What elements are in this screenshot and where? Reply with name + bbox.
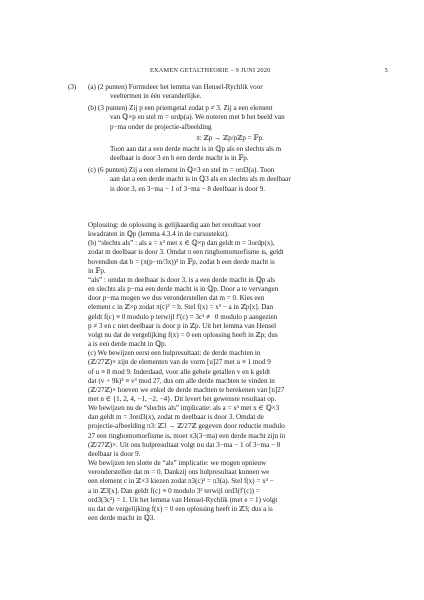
page-header bbox=[150, 67, 388, 74]
projection-formula: π: ℤp → ℤp/pℤp = 𝔽p. bbox=[196, 133, 264, 142]
solution-line: Oplossing: de oplossing is gelijkaardig aan het resultaat voor bbox=[88, 221, 261, 229]
solution-line: of u ≡ 8 mod 9. Inderdaad, voor alle gehele getallen v en k geldt bbox=[88, 367, 271, 376]
page-number: 5 bbox=[384, 67, 388, 74]
solution bbox=[88, 221, 372, 523]
question-number: (3) bbox=[68, 83, 77, 91]
solution-line: a is een derde macht in ℚp. bbox=[88, 340, 167, 349]
solution-line: (ℤ/27ℤ)× hoeven we enkel de derde machten te berekenen van [n]27 bbox=[88, 385, 285, 394]
solution-line: in 𝔽p. bbox=[88, 266, 106, 275]
solution-line: dat (v + 9k)³ ≡ v³ mod 27, dus om alle derde machten te vinden in bbox=[88, 376, 275, 385]
solution-line: een derde macht in ℚ3. bbox=[88, 514, 156, 522]
part-a-line: (a) (2 punten) Formuleer het lemma van Hensel-Rychlik voor bbox=[88, 83, 263, 91]
solution-line: We bewijzen nu de “slechts als” implicatie: als a = x³ met x ∈ ℚ×3 bbox=[88, 404, 280, 413]
solution-line: volgt nu dat de vergelijking f(x) = 0 een oplossing heeft in ℤp; dus bbox=[88, 330, 278, 339]
solution-line: bovendien dat b = (π(p−m/3x))³ in 𝔽p, zodat b een derde macht is bbox=[88, 257, 275, 266]
part-c-line: (c) (6 punten) Zij a een element in ℚ×3 en stel m = ord3(a). Toon bbox=[88, 166, 275, 175]
solution-line: een element c in ℤ×3 kiezen zodat π3(c)³ = π3(a). Stel f(x) = x³ − bbox=[88, 477, 274, 486]
solution-line: (ℤ/27ℤ)× zijn de elementen van de vorm [u]27 met u ≡ 1 mod 9 bbox=[88, 358, 271, 367]
solution-line: (c) We bewijzen eerst een hulpresultaat: de derde machten in bbox=[88, 349, 261, 358]
header-title: EXAMEN GETALTHEORIE – 9 JUNI 2020 bbox=[150, 67, 271, 74]
part-b-line: deelbaar is door 3 en b een derde macht is in 𝔽p. bbox=[110, 154, 249, 163]
solution-line: We bewijzen ten slotte de “als” implicatie: we mogen opnieuw bbox=[88, 459, 267, 468]
solution-line: a in ℤ3[x]. Dan geldt f(c) ≡ 0 modulo 3³ terwijl ord3(f′(c)) = bbox=[88, 486, 260, 495]
solution-line: met n ∈ {1, 2, 4, −1, −2, −4}. Dit levert het gewenste resultaat op. bbox=[88, 394, 277, 403]
part-b-line: Toon aan dat a een derde macht is in ℚp als en slechts als m bbox=[110, 144, 282, 153]
part-b-line: van ℚ×p en stel m = ordp(a). We noteren met b het beeld van bbox=[110, 113, 285, 122]
solution-line: zodat m deelbaar is door 3. Omdat π een ringhomomorfisme is, geldt bbox=[88, 248, 284, 257]
solution-line: veronderstellen dat m = 0. Dankzij ons hulpresultaat kunnen we bbox=[88, 468, 270, 477]
solution-line: ord3(3c²) = 1. Uit het lemma van Hensel-Rychlik (met e = 1) volgt bbox=[88, 495, 278, 504]
part-c-line: aan dat a een derde macht is in ℚ3 als en slechts als m deelbaar bbox=[110, 175, 291, 184]
solution-line: deelbaar is door 9. bbox=[88, 449, 141, 458]
question-3 bbox=[68, 83, 372, 194]
solution-line: “als” : omdat m deelbaar is door 3, is a een derde macht in ℚp als bbox=[88, 275, 276, 284]
solution-line: (ℤ/27ℤ)×. Uit ons hulpresultaat volgt nu dat 3−ma − 1 of 3−ma − 8 bbox=[88, 440, 281, 449]
solution-line: en slechts als p−ma een derde macht is in ℚp. Door a te vervangen bbox=[88, 285, 279, 294]
part-c-line: is door 3, en 3−ma − 1 of 3−ma − 8 deelbaar is door 9. bbox=[110, 184, 266, 193]
solution-line: (b) “slechts als” : als a = x³ met x ∈ ℚ×p dan geldt m = 3ordp(x), bbox=[88, 239, 275, 248]
solution-line: element c in ℤ×p zodat π(c)³ = b. Stel f(x) = x³ − a in ℤp[x]. Dan bbox=[88, 303, 274, 312]
solution-line: nu dat de vergelijking f(x) = 0 een oplossing heeft in ℤ3; dus a is bbox=[88, 504, 273, 513]
solution-line: geldt f(c) ≡ 0 modulo p terwijl f′(c) = 3c² ≢ 0 modulo p aangezien bbox=[88, 312, 278, 321]
part-b-line: p−ma onder de projectie-afbeelding bbox=[110, 122, 212, 131]
part-a-line: veeltermen in één veranderlijke. bbox=[110, 92, 202, 101]
solution-line: dan geldt m = 3ord3(x), zodat m deelbaar is door 3. Omdat de bbox=[88, 413, 264, 422]
solution-line: projectie-afbeelding π3: ℤ3 → ℤ/27ℤ gegeven door reductie modulo bbox=[88, 422, 285, 431]
solution-line: 27 een ringhomomorfisme is, moet π3(3−ma) een derde macht zijn in bbox=[88, 431, 286, 440]
solution-line: door p−ma mogen we dus veronderstellen dat m = 0. Kies een bbox=[88, 294, 265, 303]
solution-line: kwadraten in ℚp (lemma 4.3.4 in de cursustekst). bbox=[88, 230, 229, 239]
part-b-line: (b) (3 punten) Zij p een priemgetal zodat p ≠ 3. Zij a een element bbox=[88, 104, 273, 113]
solution-line: p ≠ 3 en c niet deelbaar is door p in ℤp. Uit het lemma van Hensel bbox=[88, 321, 277, 330]
